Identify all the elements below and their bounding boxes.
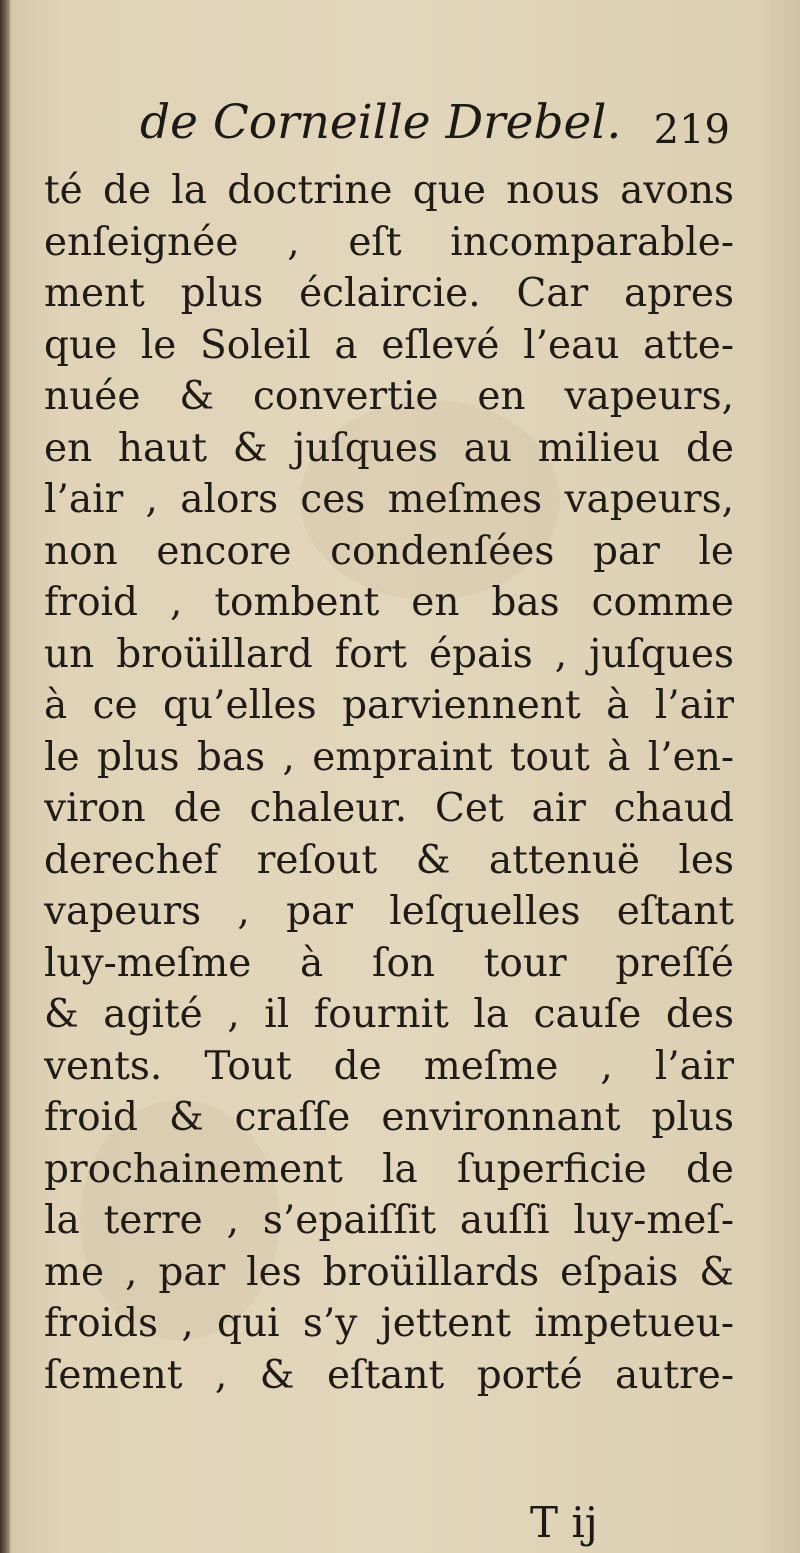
- text-line: enſeignée , eſt incomparable-: [44, 219, 734, 265]
- page-header: [140, 95, 730, 165]
- text-line: froid , tombent en bas comme: [44, 580, 734, 625]
- text-line: vapeurs , par leſquelles eſtant: [44, 889, 734, 934]
- body-text: [44, 165, 734, 1401]
- text-line: ment plus éclaircie. Car apres: [44, 271, 734, 316]
- text-line: le plus bas , empraint tout à l’en-: [44, 734, 734, 780]
- text-line: à ce qu’elles parviennent à l’air: [44, 683, 734, 728]
- text-line: la terre , s’epaiſſit auſſi luy-meſ-: [44, 1198, 734, 1243]
- text-line: viron de chaleur. Cet air chaud: [44, 786, 734, 831]
- page-number: 219: [653, 107, 730, 153]
- text-line: me , par les broüillards eſpais &: [44, 1249, 734, 1295]
- text-line: prochainement la ſuperficie de: [44, 1146, 734, 1192]
- text-line: té de la doctrine que nous avons: [44, 168, 734, 213]
- running-title: de Corneille Drebel.: [140, 95, 622, 150]
- text-line: l’air , alors ces meſmes vapeurs,: [44, 477, 734, 522]
- text-line: vents. Tout de meſme , l’air: [44, 1043, 734, 1089]
- text-line: nuée & convertie en vapeurs,: [44, 374, 734, 419]
- text-line: luy-meſme à ſon tour preſſé: [44, 940, 734, 986]
- text-line: & agité , il fournit la cauſe des: [44, 992, 734, 1037]
- book-spine-edge: [0, 0, 10, 1553]
- text-line: ſement , & eſtant porté autre-: [44, 1352, 734, 1398]
- text-line: en haut & juſques au milieu de: [44, 425, 734, 471]
- text-line: froids , qui s’y jettent impetueu-: [44, 1301, 734, 1346]
- text-line: derechef reſout & attenuë les: [44, 837, 734, 883]
- signature-mark: T ij: [530, 1498, 598, 1547]
- text-line: froid & craſſe environnant plus: [44, 1095, 734, 1140]
- text-line: un broüillard fort épais , juſques: [44, 631, 734, 677]
- text-line: que le Soleil a eſlevé l’eau atte-: [44, 322, 734, 368]
- text-line: non encore condenſées par le: [44, 528, 734, 574]
